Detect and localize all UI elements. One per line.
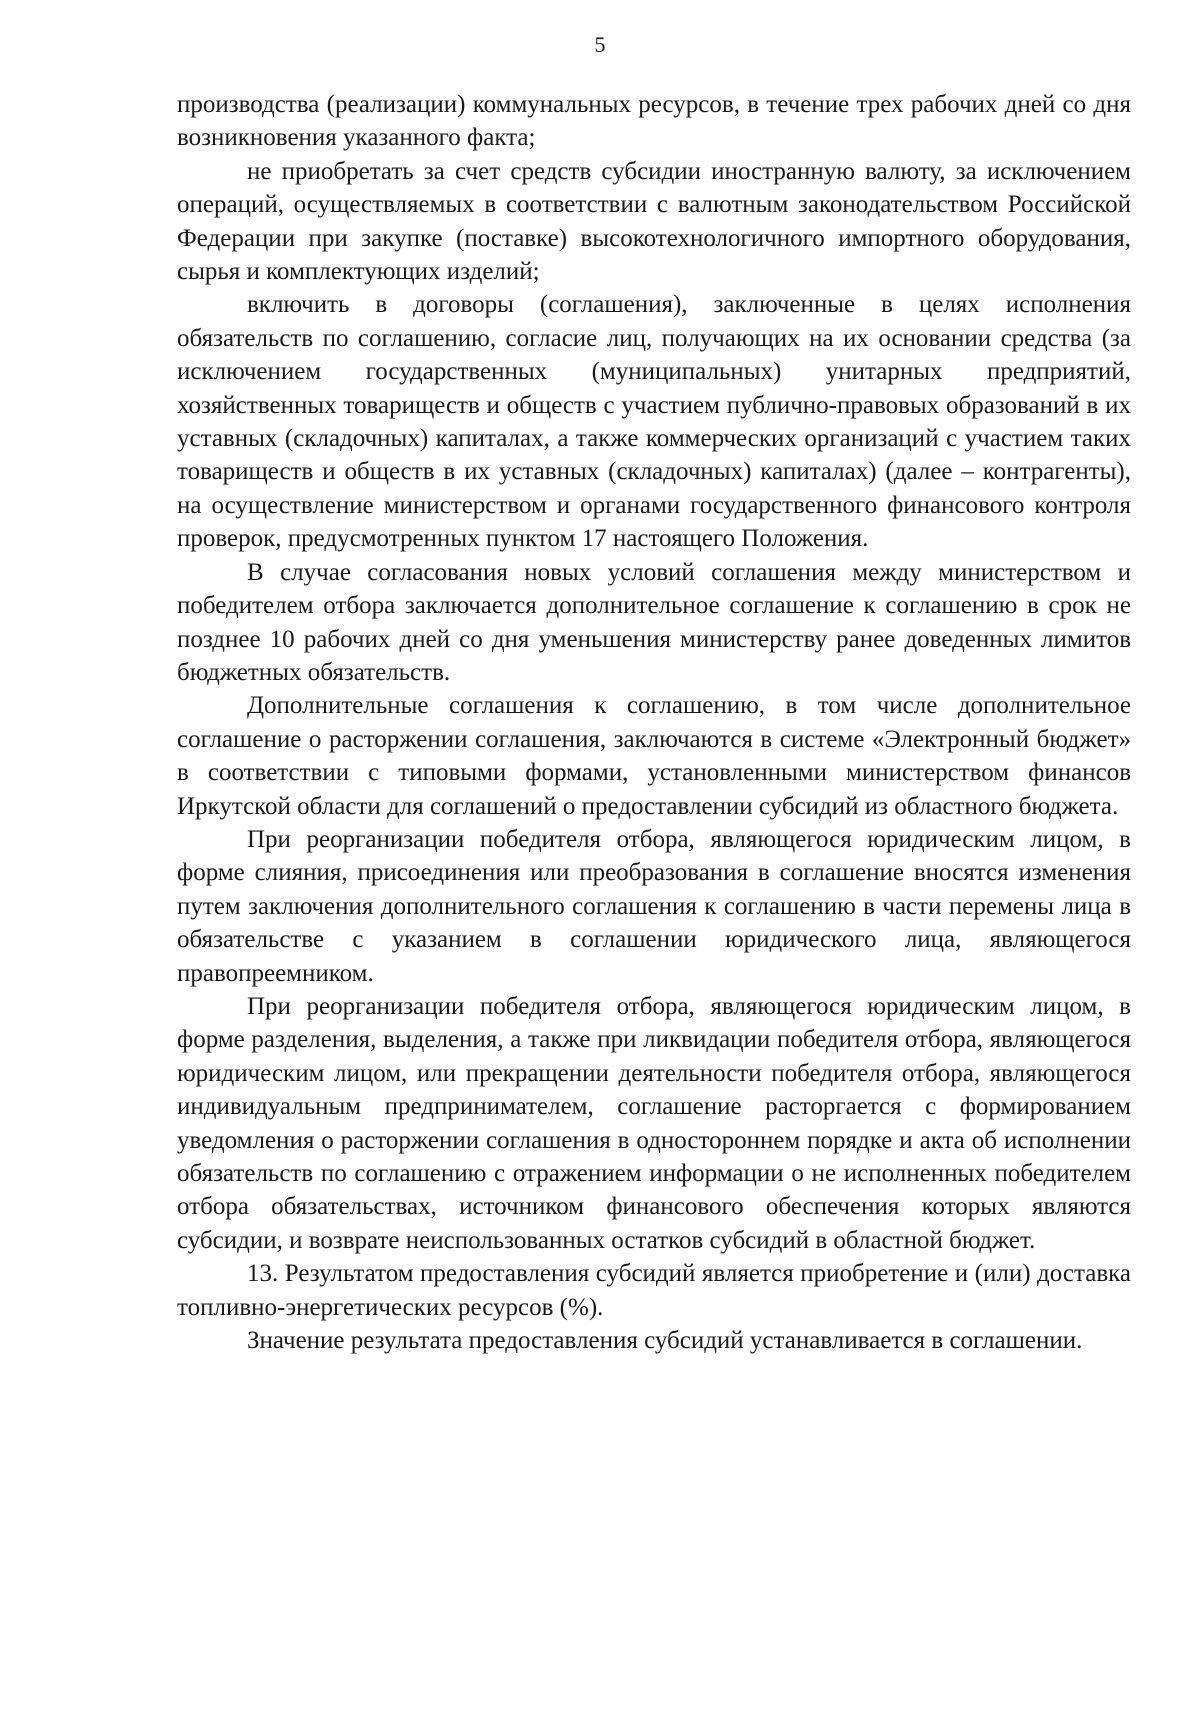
paragraph: В случае согласования новых условий соглашения между министерством и победителем отбора заключается дополнительное соглашение к соглашению в срок не позднее 10 рабочих дней со дня уменьшения министерству ранее доведенных лимитов бюджетных обязательств. bbox=[177, 558, 1131, 686]
page-number: 5 bbox=[594, 32, 606, 57]
paragraph: включить в договоры (соглашения), заключенные в целях исполнения обязательств по соглашению, согласие лиц, получающих на их основании средства (за исключением государственных (муниципальных) унитарных предприятий, хозяйственных товариществ и обществ с участием публично-правовых образований в их уставных (складочных) капиталах, а также коммерческих организаций с участием таких товариществ и обществ в их уставных (складочных) капиталах) (далее – контрагенты), на осуществление министерством и органами государственного финансового контроля проверок, предусмотренных пунктом 17 настоящего Положения. bbox=[177, 291, 1131, 553]
paragraph: Значение результата предоставления субсидий устанавливается в соглашении. bbox=[247, 1327, 1083, 1355]
paragraph-item-13: 13. Результатом предоставления субсидий является приобретение и (или) доставка топливно-энергетических ресурсов (%). bbox=[177, 1260, 1131, 1321]
paragraph: При реорганизации победителя отбора, являющегося юридическим лицом, в форме разделения, выделения, а также при ликвидации победителя отбора, являющегося юридическим лицом, или прекращении деятельности победителя отбора, являющегося индивидуальным предпринимателем, соглашение расторгается с формированием уведомления о расторжении соглашения в одностороннем порядке и акта об исполнении обязательств по соглашению с отражением информации о не исполненных победителем отбора обязательствах, источником финансового обеспечения которых являются субсидии, и возврате неиспользованных остатков субсидий в областной бюджет. bbox=[177, 992, 1131, 1254]
paragraph: Дополнительные соглашения к соглашению, в том числе дополнительное соглашение о расторжении соглашения, заключаются в системе «Электронный бюджет» в соответствии с типовыми формами, установленными министерством финансов Иркутской области для соглашений о предоставлении субсидий из областного бюджета. bbox=[177, 692, 1131, 820]
paragraph: не приобретать за счет средств субсидии иностранную валюту, за исключением операций, осуществляемых в соответствии с валютным законодательством Российской Федерации при закупке (поставке) высокотехнологичного импортного оборудования, сырья и комплектующих изделий; bbox=[177, 157, 1131, 286]
document-body bbox=[177, 88, 1131, 1357]
paragraph-continuation: производства (реализации) коммунальных ресурсов, в течение трех рабочих дней со дня возникновения указанного факта; bbox=[177, 91, 1131, 152]
paragraph: При реорганизации победителя отбора, являющегося юридическим лицом, в форме слияния, присоединения или преобразования в соглашение вносятся изменения путем заключения дополнительного соглашения к соглашению в части перемены лица в обязательстве с указанием в соглашении юридического лица, являющегося правопреемником. bbox=[177, 825, 1131, 987]
